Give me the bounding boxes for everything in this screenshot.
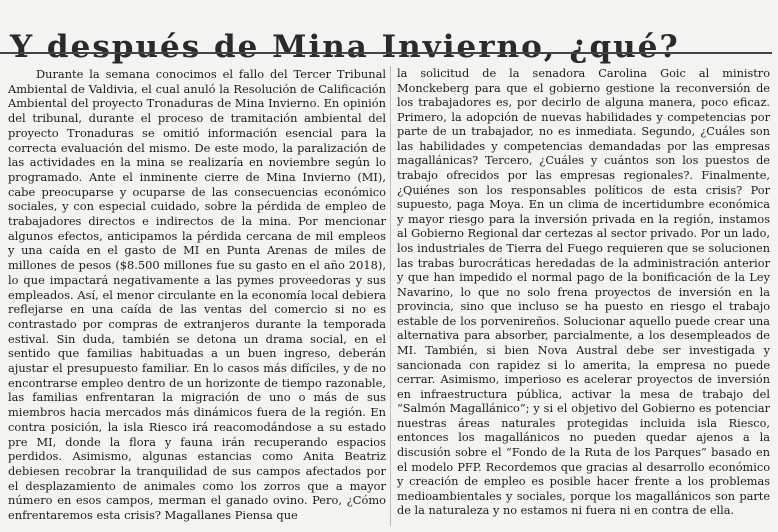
article-body-right: la solicitud de la senadora Carolina Goic al ministro Monckeberg para que el gobierno gestione la reconversión de los trabajadores es, por decirlo de alguna manera, poco eficaz. Primero, la adopción de nuevas habilidades y competencias por parte de un trabajador, no es inmediata. Segundo, ¿Cuáles son las habilidades y competencias demandadas por las empresas magallánicas? Tercero, ¿Cuáles y cuántos son los puestos de trabajo ofrecidos por las empresas regionales?. Finalmente, ¿Quiénes son los responsables políticos de esta crisis? Por supuesto, paga Moya. En un clima de incertidumbre económica y mayor riesgo para la inversión privada en la región, instamos al Gobierno Regional dar certezas al sector privado. Por un lado, los industriales de Tierra del Fuego requieren que se solucionen las trabas burocráticas heredadas de la administración anterior y que han impedido el normal pago de la bonificación de la Ley Navarino, lo que no solo frena proyectos de inversión en la provincia, sino que incluso se ha puesto en riesgo el trabajo estable de los porvenireños. Solucionar aquello puede crear una alternativa para absorber, parcialmente, a los desempleados de MI. También, si bien Nova Austral debe ser investigada y sancionada con rapidez si lo amerita, la empresa no puede cerrar. Asimismo, imperioso es acelerar proyectos de inversión en infraestructura pública, activar la mesa de trabajo del “Salmón Magallánico”; y si el objetivo del Gobierno es potenciar nuestras áreas naturales protegidas incluida isla Riesco, entonces los magallánicos no pueden quedar ajenos a la discusión sobre el “Fondo de la Ruta de los Parques” basado en el modelo PFP. Recordemos que gracias al desarrollo económico y creación de empleo es posible hacer frente a los problemas medioambientales y sociales, porque los magallánicos son parte de la naturaleza y no estamos ni fuera ni en contra de ella. bbox=[397, 67, 770, 518]
headline-rule bbox=[0, 52, 772, 54]
article-body-left: Durante la semana conocimos el fallo del Tercer Tribunal Ambiental de Valdivia, el cual anuló la Resolución de Calificación Ambiental del proyecto Tronaduras de Mina Invierno. En opinión del tribunal, durante el proceso de tramitación ambiental del proyecto Tronaduras se omitió información esencial para la correcta evaluación del mismo. De este modo, la paralización de las actividades en la mina se realizaría en noviembre según lo programado. Ante el inminente cierre de Mina Invierno (MI), cabe preocuparse y ocuparse de las consecuencias económico sociales, y con especial cuidado, sobre la pérdida de empleo de trabajadores directos e indirectos de la mina. Por mencionar algunos efectos, anticipamos la pérdida cercana de mil empleos y una caída en el gasto de MI en Punta Arenas de miles de millones de pesos ($8.500 millones fue su gasto en el año 2018), lo que impactará negativamente a las pymes proveedoras y sus empleados. Así, el menor circulante en la economía local debiera reflejarse en una caída de las ventas del comercio si no es contrastado por compras de extranjeros durante la temporada estival. Sin duda, también se detona un drama social, en el sentido que familias habituadas a un buen ingreso, deberán ajustar el presupuesto familiar. En lo casos más difíciles, y de no encontrarse empleo dentro de un horizonte de tiempo razonable, las familias enfrentaran la migración de uno o más de sus miembros hacia mercados más dinámicos fuera de la región. En contra posición, la isla Riesco irá reacomodándose a su estado pre MI, donde la flora y fauna irán recuperando espacios perdidos. Asimismo, algunas estancias como Anita Beatriz debiesen recobrar la tranquilidad de sus campos afectados por el desplazamiento de animales como los zorros que a mayor número en esos campos, merman el ganado ovino. Pero, ¿Cómo enfrentaremos esta crisis? Magallanes Piensa que bbox=[8, 67, 386, 523]
column-divider bbox=[390, 66, 391, 526]
article-column-left bbox=[8, 67, 386, 523]
article-headline: Y después de Mina Invierno, ¿qué? bbox=[10, 28, 680, 65]
article-column-right bbox=[397, 67, 770, 519]
